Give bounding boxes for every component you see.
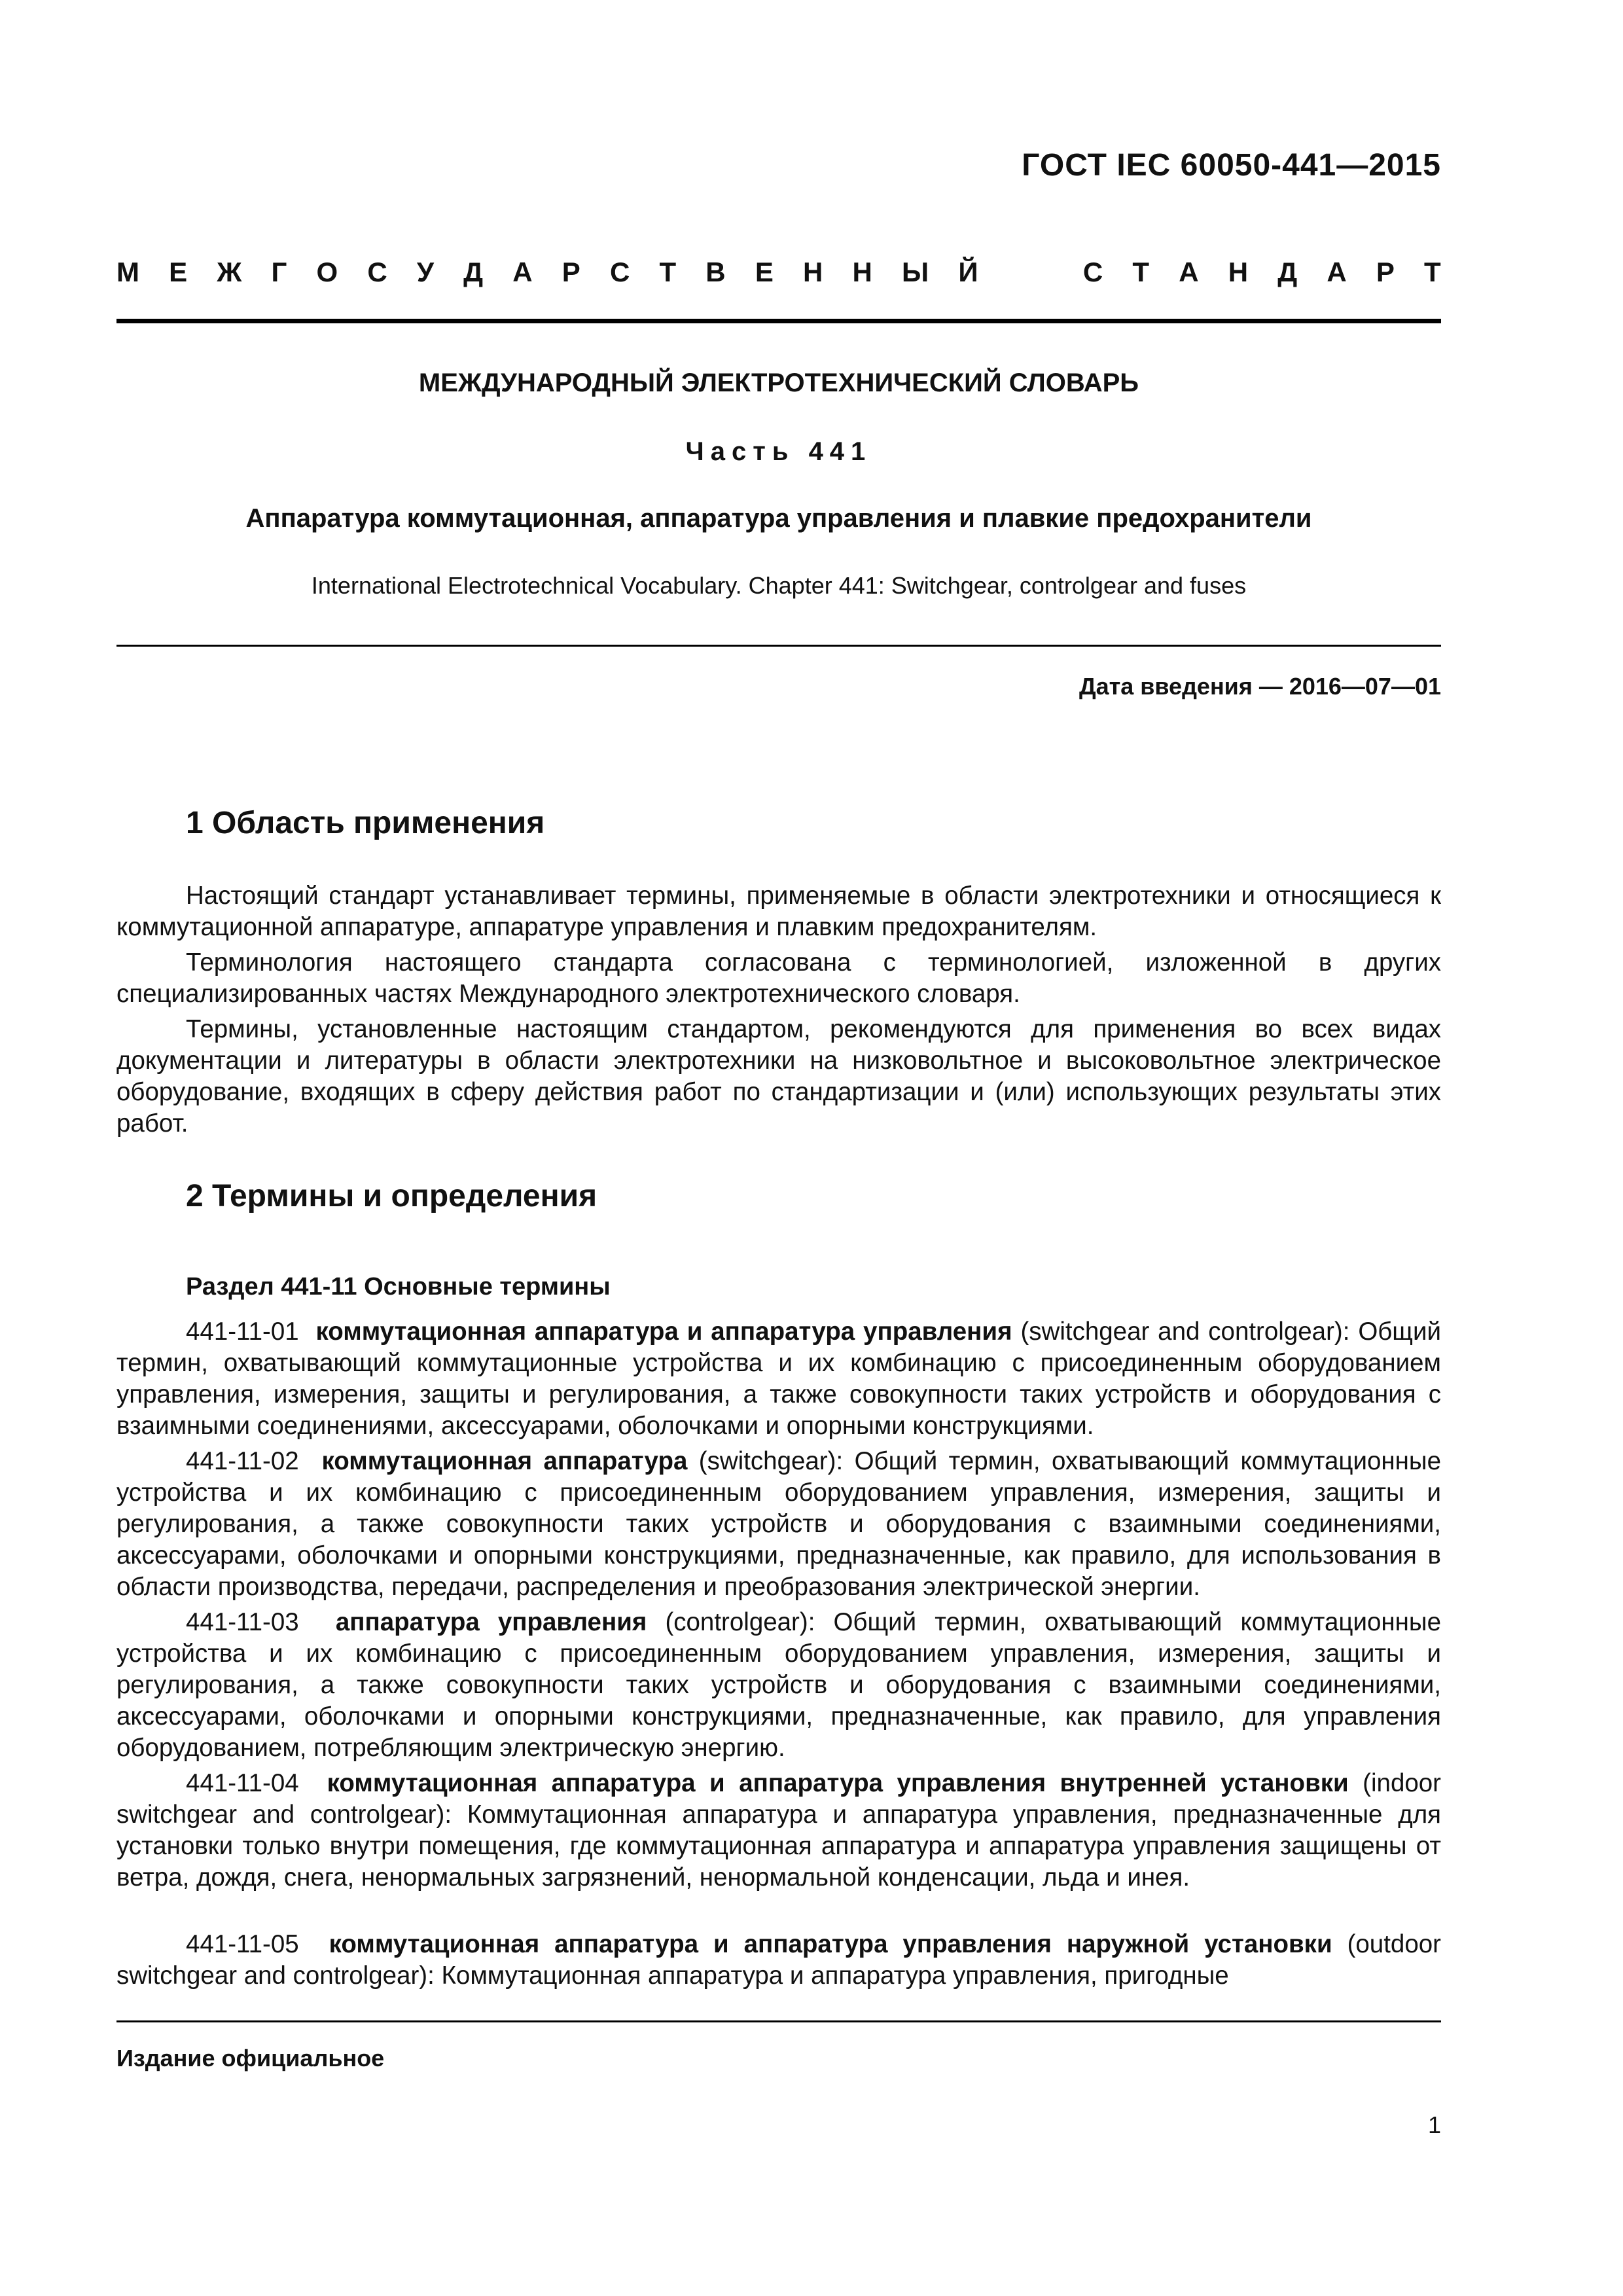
- term-definition: Общий термин, охватывающий коммутационные устройства и их комбинацию с присоединенным оборудованием управления, измерения, защиты и регулирования, а также совокупности таких устройств и оборудования с взаимными соединениями, аксессуарами, оболочками и опорными конструкциями.: [116, 1318, 1441, 1440]
- stamp-letter: С: [609, 257, 630, 287]
- term-english: (outdoor switchgear and controlgear):: [116, 1930, 1441, 1990]
- stamp-letter: У: [416, 257, 434, 287]
- term-name: коммутационная аппаратура и аппаратура управления: [315, 1318, 1012, 1346]
- stamp-letter: Н: [803, 257, 823, 287]
- stamp-letter: А: [512, 257, 533, 287]
- term-code: 441-11-04: [186, 1769, 299, 1797]
- paragraph: Терминология настоящего стандарта согласована с терминологией, изложенной в других специализированных частях Международного электротехнического словаря.: [116, 948, 1441, 1008]
- standard-type-banner: [116, 257, 1441, 288]
- stamp-letter: Ж: [217, 257, 242, 287]
- stamp-letter: М: [116, 257, 139, 287]
- term-entry: [116, 1316, 1441, 1442]
- term-definition: Коммутационная аппаратура и аппаратура управления, пригодные: [441, 1962, 1229, 1990]
- document-subtitle: Аппаратура коммутационная, аппаратура управления и плавкие предохранители: [245, 504, 1312, 533]
- term-english: (switchgear and controlgear):: [1020, 1318, 1350, 1346]
- stamp-letter: Р: [562, 257, 580, 287]
- term-entry: [116, 1929, 1441, 1992]
- term-code: 441-11-03: [186, 1608, 299, 1636]
- stamp-letter: Т: [1132, 257, 1150, 287]
- paragraph: Настоящий стандарт устанавливает термины, применяемые в области электротехники и относящиеся к коммутационной аппаратуре, аппаратуре управления и плавким предохранителям.: [116, 882, 1441, 941]
- english-title: International Electrotechnical Vocabulary. Chapter 441: Switchgear, controlgear and fuses: [311, 572, 1247, 599]
- banner-rule: [116, 319, 1441, 323]
- term-definition: Общий термин, охватывающий коммутационные устройства и их комбинацию с присоединенным оборудованием управления, измерения, защиты и регулирования, а также совокупности таких устройств и оборудования с взаимными соединениями, аксессуарами, оболочками и опорными конструкциями, предназначенные, как правило, для управления оборудованием, потребляющим электрическую энергию.: [116, 1608, 1441, 1762]
- stamp-letter: А: [1327, 257, 1347, 287]
- stamp-letter: Ы: [902, 257, 929, 287]
- term-english: (switchgear):: [698, 1447, 844, 1475]
- term-english: (indoor switchgear and controlgear):: [116, 1769, 1441, 1829]
- term-entry: [116, 1446, 1441, 1603]
- stamp-letter: О: [316, 257, 338, 287]
- term-definition: Коммутационная аппаратура и аппаратура управления, предназначенные для установки только внутри помещения, где коммутационная аппаратура и аппаратура управления защищены от ветра, дождя, снега, ненормальных загрязнений, ненормальной конденсации, льда и инея.: [116, 1801, 1442, 1892]
- stamp-letter: Р: [1376, 257, 1395, 287]
- footer-rule: [116, 2020, 1441, 2022]
- stamp-letter: Й: [958, 257, 978, 287]
- section-heading-scope: 1 Область применения: [186, 806, 545, 840]
- term-definition: Общий термин, охватывающий коммутационные устройства и их комбинацию с присоединенным оборудованием управления, измерения, защиты и регулирования, а также совокупности таких устройств и оборудования с взаимными соединениями, аксессуарами, оболочками и опорными конструкциями, предназначенные, как правило, для использования в области производства, передачи, распределения и преобразования электрической энергии.: [116, 1447, 1442, 1601]
- part-number: Часть 441: [685, 437, 872, 466]
- stamp-letter: Д: [463, 257, 484, 287]
- term-entry: [116, 1768, 1441, 1893]
- stamp-letter: Н: [852, 257, 872, 287]
- term-code: 441-11-02: [186, 1447, 299, 1475]
- term-english: (controlgear):: [665, 1608, 815, 1636]
- term-entry: [116, 1607, 1441, 1764]
- stamp-letter: В: [705, 257, 726, 287]
- page-number: 1: [1427, 2111, 1441, 2138]
- term-name: коммутационная аппаратура и аппаратура управления наружной установки: [329, 1930, 1332, 1958]
- stamp-letter: Д: [1277, 257, 1298, 287]
- section-heading-terms: 2 Термины и определения: [186, 1179, 597, 1213]
- paragraph: Термины, установленные настоящим стандартом, рекомендуются для применения во всех видах документации и литературы в области электротехники на низковольтное и высоковольтное электрическое оборудование, входящих в сферу действия работ по стандартизации и (или) использующих результаты этих работ.: [116, 1015, 1441, 1138]
- term-name: коммутационная аппаратура и аппаратура управления внутренней установки: [327, 1769, 1349, 1797]
- document-code: ГОСТ IEC 60050-441—2015: [1022, 148, 1441, 183]
- term-name: коммутационная аппаратура: [321, 1447, 688, 1475]
- stamp-letter: Е: [169, 257, 188, 287]
- document-title: МЕЖДУНАРОДНЫЙ ЭЛЕКТРОТЕХНИЧЕСКИЙ СЛОВАРЬ: [418, 368, 1139, 397]
- term-code: 441-11-05: [186, 1930, 299, 1958]
- stamp-letter: С: [367, 257, 387, 287]
- stamp-letter: Н: [1228, 257, 1249, 287]
- introduction-date: Дата введения — 2016—07—01: [1079, 673, 1441, 700]
- word-gap: [1008, 257, 1054, 288]
- stamp-letter: А: [1179, 257, 1199, 287]
- stamp-letter: Е: [755, 257, 774, 287]
- stamp-letter: Г: [271, 257, 287, 287]
- stamp-letter: Т: [659, 257, 677, 287]
- term-code: 441-11-01: [186, 1318, 299, 1346]
- edition-note: Издание официальное: [116, 2045, 385, 2072]
- subsection-heading: Раздел 441-11 Основные термины: [186, 1273, 611, 1300]
- stamp-letter: С: [1082, 257, 1103, 287]
- title-rule: [116, 645, 1441, 647]
- stamp-letter: Т: [1424, 257, 1441, 287]
- term-name: аппаратура управления: [335, 1608, 647, 1636]
